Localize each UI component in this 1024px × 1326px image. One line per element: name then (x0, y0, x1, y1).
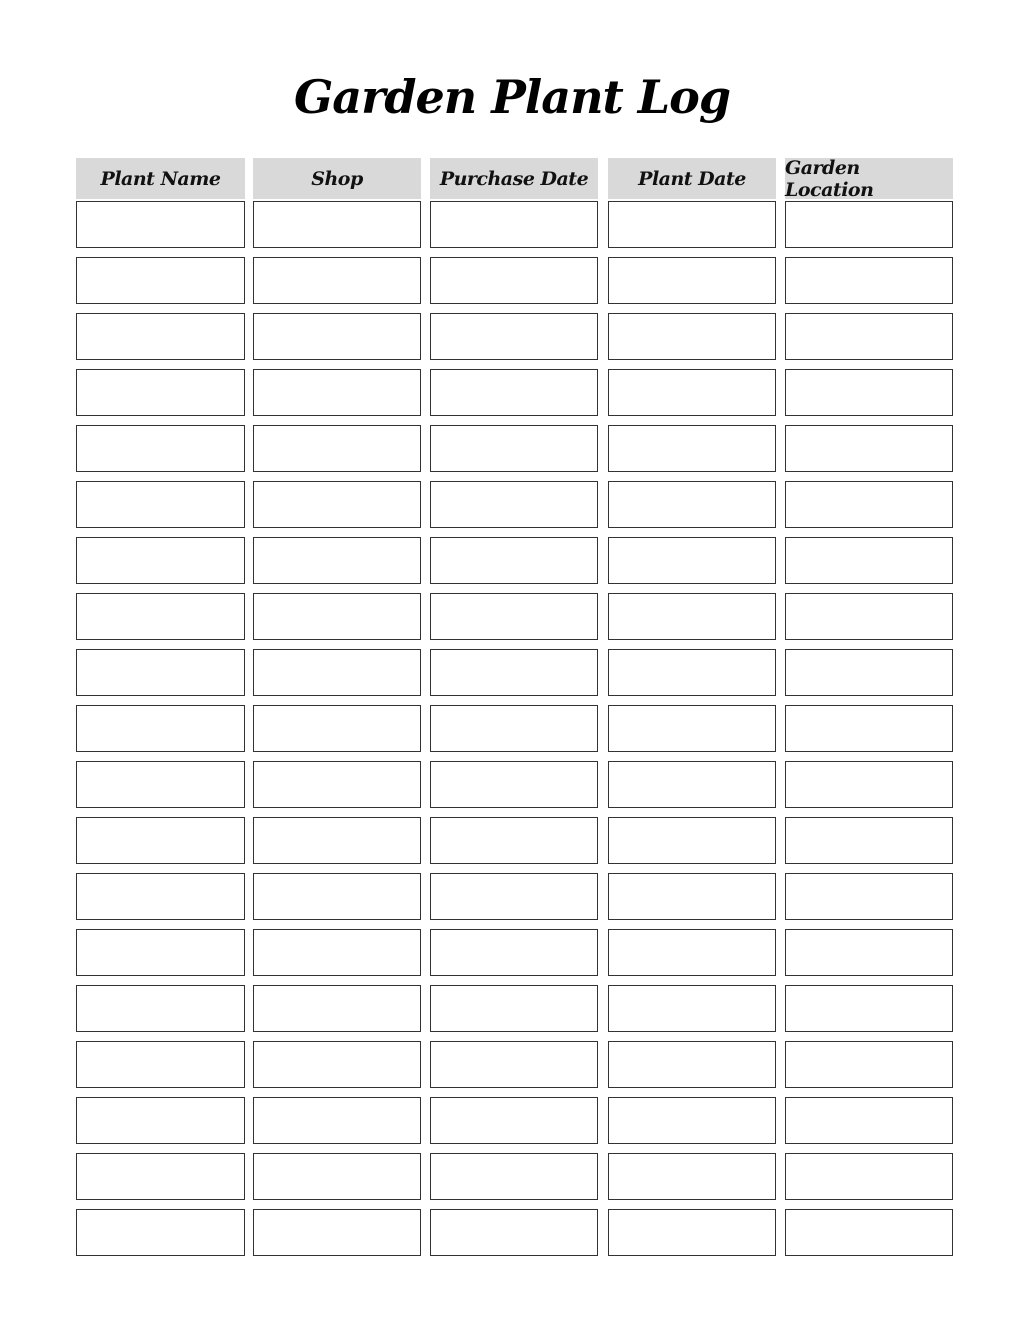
table-cell[interactable] (253, 313, 421, 360)
table-cell[interactable] (608, 761, 776, 808)
table-cell[interactable] (253, 481, 421, 528)
table-cell[interactable] (76, 593, 245, 640)
table-cell[interactable] (430, 369, 598, 416)
table-cell[interactable] (430, 537, 598, 584)
table-cell[interactable] (76, 257, 245, 304)
table-cell[interactable] (430, 873, 598, 920)
table-cell[interactable] (253, 985, 421, 1032)
table-cell[interactable] (253, 425, 421, 472)
table-cell[interactable] (430, 817, 598, 864)
table-cell[interactable] (608, 593, 776, 640)
table-cell[interactable] (785, 313, 953, 360)
table-cell[interactable] (76, 1153, 245, 1200)
table-cell[interactable] (608, 817, 776, 864)
table-cell[interactable] (608, 985, 776, 1032)
table-cell[interactable] (76, 873, 245, 920)
table-cell[interactable] (253, 705, 421, 752)
table-cell[interactable] (76, 425, 245, 472)
table-cell[interactable] (76, 985, 245, 1032)
table-cell[interactable] (608, 929, 776, 976)
table-cell[interactable] (430, 761, 598, 808)
table-cell[interactable] (785, 201, 953, 248)
table-cell[interactable] (253, 369, 421, 416)
table-cell[interactable] (608, 481, 776, 528)
table-cell[interactable] (430, 1097, 598, 1144)
table-cell[interactable] (253, 873, 421, 920)
table-cell[interactable] (76, 761, 245, 808)
table-cell[interactable] (608, 313, 776, 360)
table-cell[interactable] (785, 873, 953, 920)
table-cell[interactable] (430, 593, 598, 640)
table-cell[interactable] (76, 481, 245, 528)
table-cell[interactable] (76, 929, 245, 976)
table-cell[interactable] (430, 705, 598, 752)
table-cell[interactable] (76, 817, 245, 864)
table-cell[interactable] (785, 425, 953, 472)
column-header: Purchase Date (430, 158, 598, 199)
table-cell[interactable] (253, 201, 421, 248)
table-cell[interactable] (608, 1097, 776, 1144)
table-cell[interactable] (253, 537, 421, 584)
table-cell[interactable] (253, 1209, 421, 1256)
table-cell[interactable] (608, 1153, 776, 1200)
table-cell[interactable] (76, 649, 245, 696)
table-cell[interactable] (76, 201, 245, 248)
table-cell[interactable] (253, 649, 421, 696)
table-cell[interactable] (253, 593, 421, 640)
table-cell[interactable] (253, 257, 421, 304)
table-cell[interactable] (76, 1209, 245, 1256)
table-cell[interactable] (430, 985, 598, 1032)
table-cell[interactable] (785, 537, 953, 584)
table-cell[interactable] (76, 705, 245, 752)
table-cell[interactable] (608, 1041, 776, 1088)
table-cell[interactable] (608, 257, 776, 304)
column-header: Plant Date (608, 158, 776, 199)
table-cell[interactable] (785, 761, 953, 808)
table-cell[interactable] (76, 537, 245, 584)
table-cell[interactable] (785, 705, 953, 752)
page-title: Garden Plant Log (294, 70, 730, 124)
table-cell[interactable] (608, 873, 776, 920)
table-cell[interactable] (430, 481, 598, 528)
table-cell[interactable] (785, 1097, 953, 1144)
table-cell[interactable] (430, 313, 598, 360)
table-cell[interactable] (430, 929, 598, 976)
table-cell[interactable] (430, 1209, 598, 1256)
table-cell[interactable] (785, 1041, 953, 1088)
table-cell[interactable] (76, 1041, 245, 1088)
column-header: Plant Name (76, 158, 245, 199)
table-cell[interactable] (430, 649, 598, 696)
table-cell[interactable] (785, 929, 953, 976)
table-cell[interactable] (253, 761, 421, 808)
table-cell[interactable] (608, 537, 776, 584)
table-cell[interactable] (785, 649, 953, 696)
table-cell[interactable] (785, 985, 953, 1032)
table-cell[interactable] (253, 1041, 421, 1088)
table-cell[interactable] (253, 817, 421, 864)
table-cell[interactable] (430, 425, 598, 472)
table-cell[interactable] (430, 201, 598, 248)
table-cell[interactable] (608, 369, 776, 416)
table-cell[interactable] (76, 313, 245, 360)
table-cell[interactable] (253, 929, 421, 976)
column-header: Garden Location (785, 158, 953, 199)
table-cell[interactable] (430, 1041, 598, 1088)
table-cell[interactable] (253, 1153, 421, 1200)
table-cell[interactable] (76, 369, 245, 416)
table-cell[interactable] (785, 481, 953, 528)
table-cell[interactable] (785, 593, 953, 640)
table-cell[interactable] (253, 1097, 421, 1144)
table-cell[interactable] (608, 705, 776, 752)
column-header: Shop (253, 158, 421, 199)
table-cell[interactable] (608, 649, 776, 696)
table-cell[interactable] (430, 257, 598, 304)
table-cell[interactable] (608, 425, 776, 472)
table-cell[interactable] (785, 1153, 953, 1200)
table-cell[interactable] (608, 201, 776, 248)
table-cell[interactable] (785, 817, 953, 864)
table-cell[interactable] (785, 257, 953, 304)
table-cell[interactable] (76, 1097, 245, 1144)
table-cell[interactable] (785, 369, 953, 416)
table-cell[interactable] (785, 1209, 953, 1256)
table-cell[interactable] (608, 1209, 776, 1256)
table-cell[interactable] (430, 1153, 598, 1200)
